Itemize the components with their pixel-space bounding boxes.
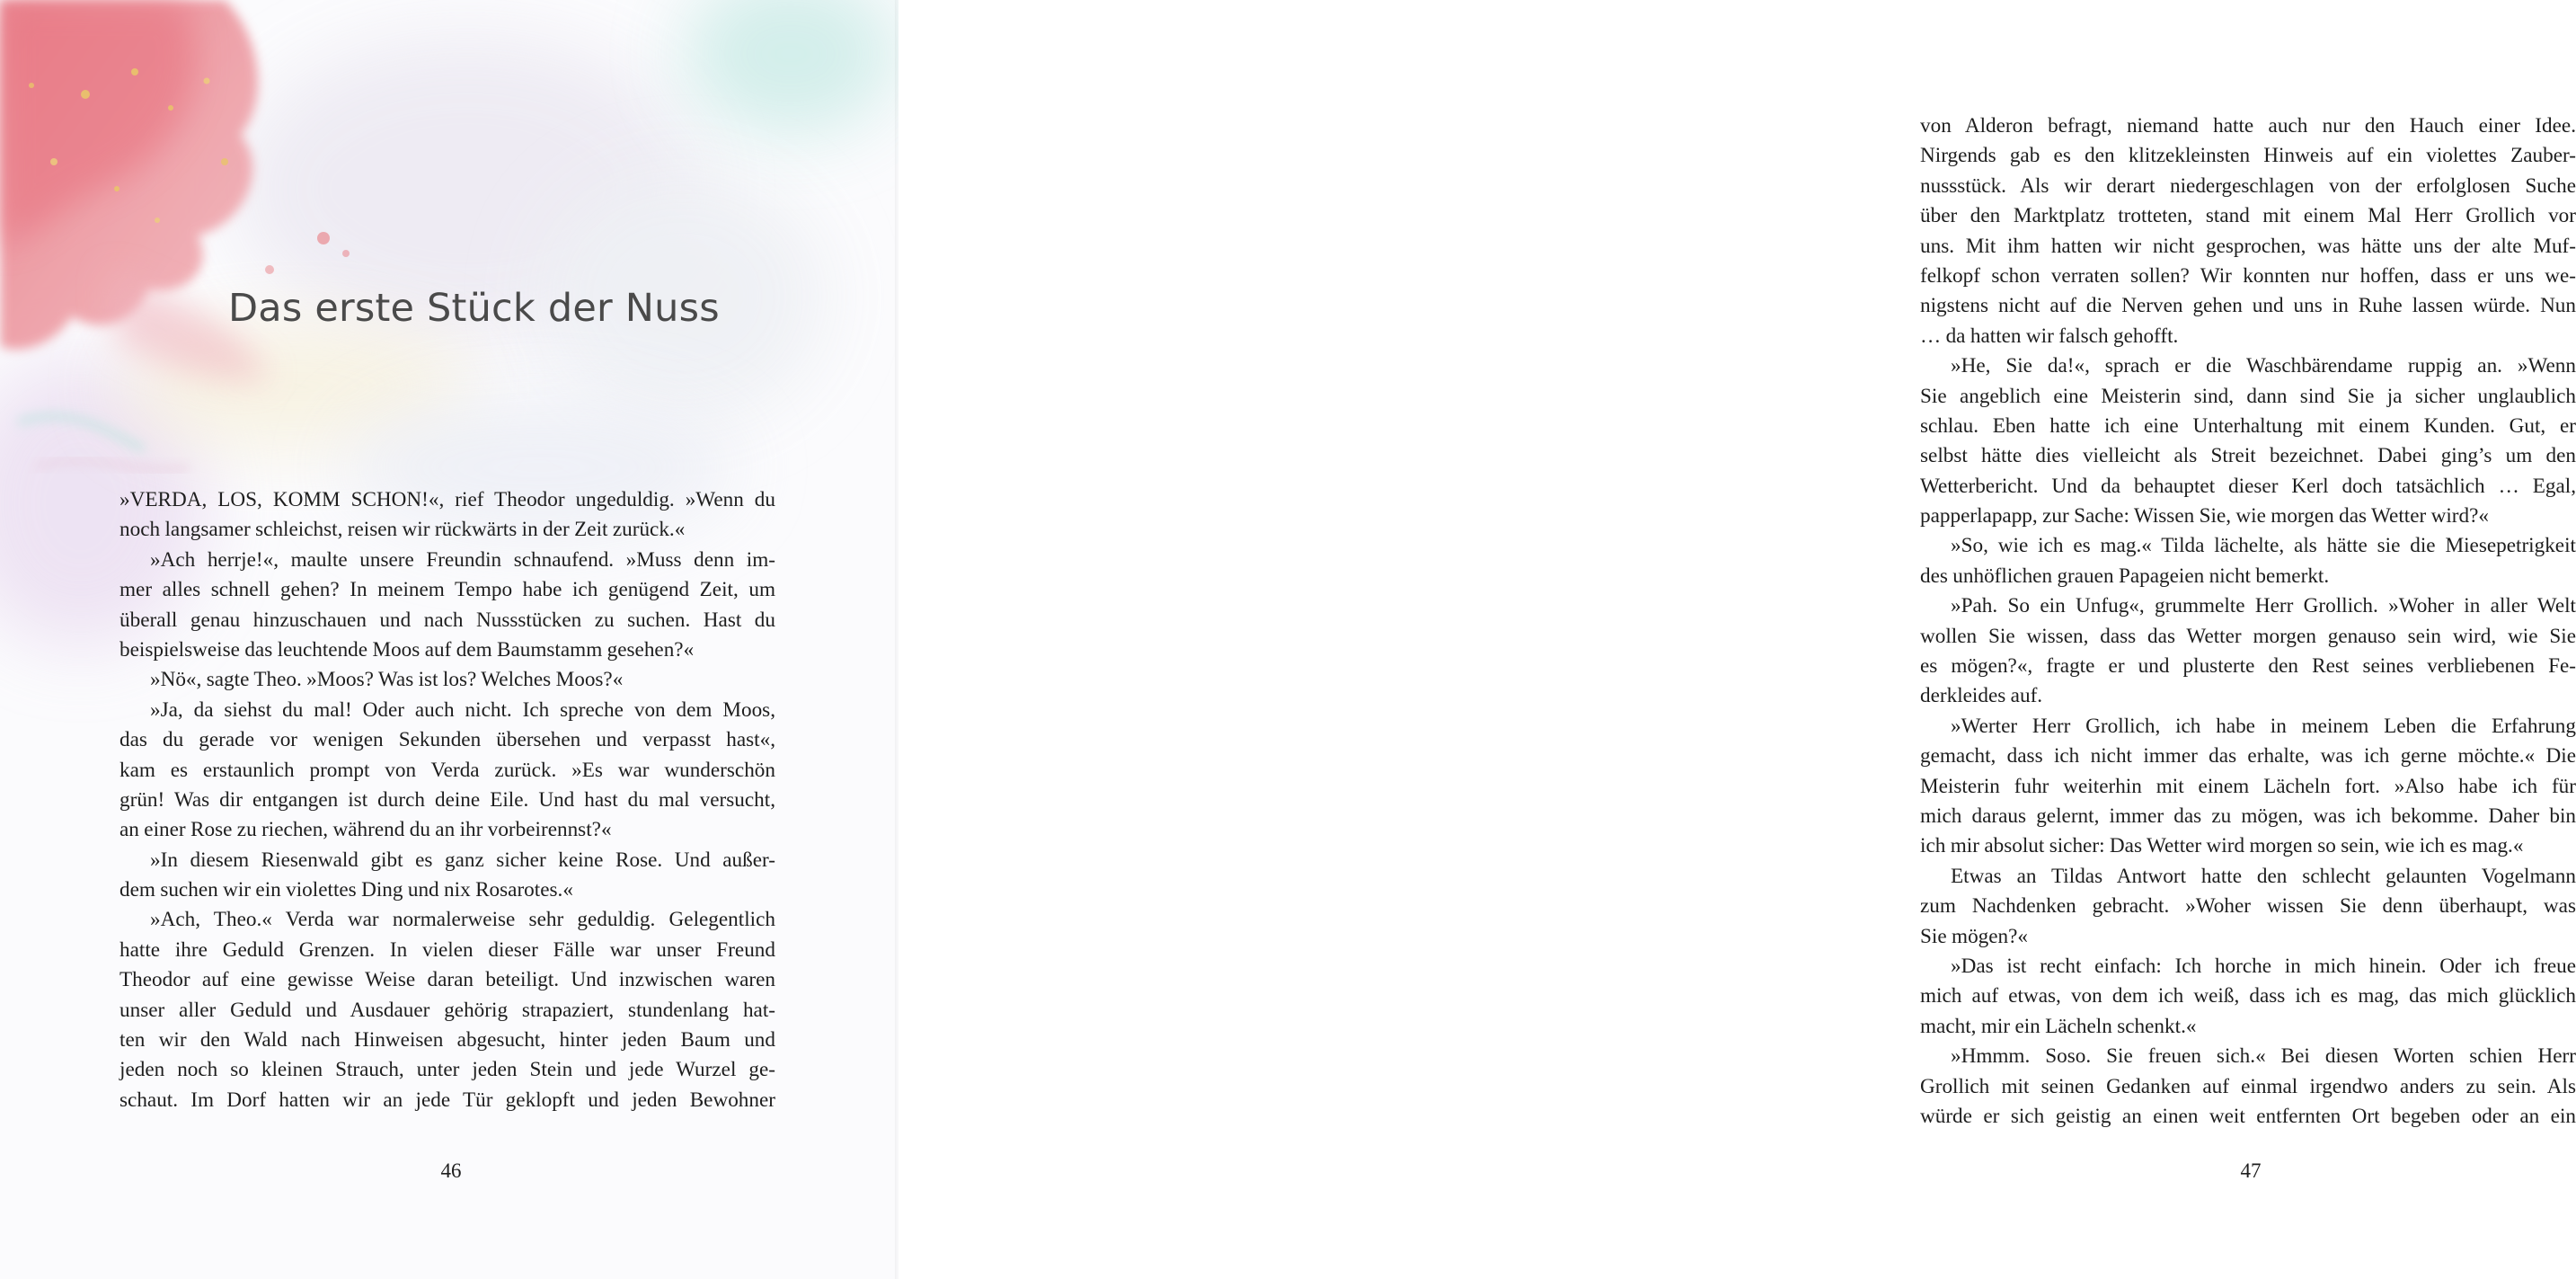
text-line: »Ja, da siehst du mal! Oder auch nicht. Ich spreche von dem Moos, <box>150 697 775 722</box>
text-line: Theodor auf eine gewisse Weise daran beteiligt. Und inzwischen waren <box>120 968 775 992</box>
text-line: Meisterin fuhr weiterhin mit einem Lächeln fort. »Also habe ich für <box>1920 774 2576 798</box>
left-page-body <box>120 485 775 1115</box>
text-line: »Nö«, sagte Theo. »Moos? Was ist los? Welches Moos?« <box>150 668 624 692</box>
text-line: … da hatten wir falsch gehofft. <box>1920 324 2179 348</box>
right-page-body <box>1920 111 2576 1132</box>
text-line: schaut. Im Dorf hatten wir an jede Tür geklopft und jeden Bewohner <box>120 1088 775 1112</box>
text-line: nigstens nicht auf die Nerven gehen und uns in Ruhe lassen würde. Nun <box>1920 294 2576 318</box>
text-line: Grollich mit seinen Gedanken auf einmal irgendwo anders zu sein. Als <box>1920 1074 2576 1098</box>
book-gutter <box>895 0 902 1279</box>
text-line: nussstück. Als wir derart niedergeschlagen von der erfolglosen Suche <box>1920 173 2576 198</box>
text-line: »VERDA, LOS, KOMM SCHON!«, rief Theodor ungeduldig. »Wenn du <box>120 488 775 511</box>
text-line: zum Nachdenken gebracht. »Woher wissen Sie denn überhaupt, was <box>1920 894 2576 919</box>
text-line: »Das ist recht einfach: Ich horche in mich hinein. Oder ich freue <box>1951 954 2576 978</box>
text-line: von Alderon befragt, niemand hatte auch nur den Hauch einer Idee. <box>1920 114 2576 138</box>
text-line: derkleides auf. <box>1920 684 2043 708</box>
text-line: mer alles schnell gehen? In meinem Tempo habe ich genügend Zeit, um <box>120 578 775 602</box>
text-line: »Hmmm. Soso. Sie freuen sich.« Bei diesen Worten schien Herr <box>1951 1044 2576 1069</box>
text-line: »Pah. So ein Unfug«, grummelte Herr Grollich. »Woher in aller Welt <box>1951 594 2576 618</box>
text-line: »Werter Herr Grollich, ich habe in meinem Leben die Erfahrung <box>1951 714 2576 738</box>
text-line: hatte ihre Geduld Grenzen. In vielen dieser Fälle war unser Freund <box>120 937 775 962</box>
text-line: »In diesem Riesenwald gibt es ganz sicher keine Rose. Und außer- <box>150 848 775 872</box>
text-line: kam es erstaunlich prompt von Verda zurück. »Es war wunderschön <box>120 758 775 782</box>
text-line: »Ach herrje!«, maulte unsere Freundin schnaufend. »Muss denn im- <box>150 547 775 572</box>
text-line: macht, mir ein Lächeln schenkt.« <box>1920 1014 2197 1038</box>
chapter-title: Das erste Stück der Nuss <box>228 286 720 331</box>
text-line: »He, Sie da!«, sprach er die Waschbärendame ruppig an. »Wenn <box>1951 354 2576 378</box>
text-line: selbst hätte dies vielleicht als Streit bezeichnet. Dabei ging’s um den <box>1920 444 2576 468</box>
text-line: noch langsamer schleichst, reisen wir rückwärts in der Zeit zurück.« <box>120 518 686 542</box>
text-line: unser aller Geduld und Ausdauer gehörig strapaziert, stundenlang hat- <box>120 998 775 1022</box>
text-line: überall genau hinzuschauen und nach Nussstücken zu suchen. Hast du <box>120 608 775 632</box>
text-line: des unhöflichen grauen Papageien nicht bemerkt. <box>1920 564 2330 588</box>
text-line: papperlapapp, zur Sache: Wissen Sie, wie morgen das Wetter wird?« <box>1920 504 2490 528</box>
text-line: es mögen?«, fragte er und plusterte den Rest seines verbliebenen Fe- <box>1920 654 2576 679</box>
text-line: Sie angeblich eine Meisterin sind, dann sind Sie ja sicher unglaublich <box>1920 384 2576 408</box>
text-line: »Ach, Theo.« Verda war normalerweise sehr geduldig. Gelegentlich <box>150 908 775 932</box>
text-line: über den Marktplatz trotteten, stand mit einem Mal Herr Grollich vor <box>1920 204 2576 228</box>
text-line: jeden noch so kleinen Strauch, unter jeden Stein und jede Wurzel ge- <box>120 1058 775 1082</box>
text-line: an einer Rose zu riechen, während du an ihr vorbeirennst?« <box>120 818 612 842</box>
text-line: beispielsweise das leuchtende Moos auf dem Baumstamm gesehen?« <box>120 637 695 662</box>
left-page <box>0 0 899 1279</box>
page-number-left: 46 <box>440 1159 462 1182</box>
text-line: dem suchen wir ein violettes Ding und nix Rosarotes.« <box>120 878 573 902</box>
text-line: mich daraus gelernt, immer das zu mögen, was ich bekomme. Daher bin <box>1920 804 2576 828</box>
text-line: schlau. Eben hatte ich eine Unterhaltung mit einem Kunden. Gut, er <box>1920 413 2576 438</box>
text-line: uns. Mit ihm hatten wir nicht gesprochen, was hätte uns der alte Muf- <box>1920 234 2576 258</box>
text-line: Nirgends gab es den klitzekleinsten Hinweis auf ein violettes Zauber- <box>1920 144 2576 168</box>
text-line: Etwas an Tildas Antwort hatte den schlecht gelaunten Vogelmann <box>1951 864 2576 888</box>
text-line: wollen Sie wissen, dass das Wetter morgen genauso sein wird, wie Sie <box>1920 624 2576 648</box>
page-number-right: 47 <box>2240 1159 2262 1182</box>
text-line: ten wir den Wald nach Hinweisen abgesucht, hinter jeden Baum und <box>120 1028 775 1053</box>
text-line: gemacht, dass ich nicht immer das erhalte, was ich gerne möchte.« Die <box>1920 744 2576 768</box>
text-line: mich auf etwas, von dem ich weiß, dass ich es mag, das mich glücklich <box>1920 984 2576 1008</box>
text-line: das du gerade vor wenigen Sekunden übersehen und verpasst hast«, <box>120 728 775 752</box>
right-page <box>899 0 2576 1279</box>
text-line: felkopf schon verraten sollen? Wir konnten nur hoffen, dass er uns we- <box>1920 263 2576 288</box>
text-line: würde er sich geistig an einen weit entfernten Ort begeben oder an ein <box>1920 1104 2576 1128</box>
text-line: »So, wie ich es mag.« Tilda lächelte, als hätte sie die Miesepetrigkeit <box>1951 534 2576 558</box>
text-line: ich mir absolut sicher: Das Wetter wird morgen so sein, wie ich es mag.« <box>1920 834 2524 858</box>
text-line: grün! Was dir entgangen ist durch deine Eile. Und hast du mal versucht, <box>120 787 775 812</box>
text-line: Wetterbericht. Und da behauptet dieser Kerl doch tatsächlich … Egal, <box>1920 474 2576 498</box>
text-line: Sie mögen?« <box>1920 924 2029 948</box>
